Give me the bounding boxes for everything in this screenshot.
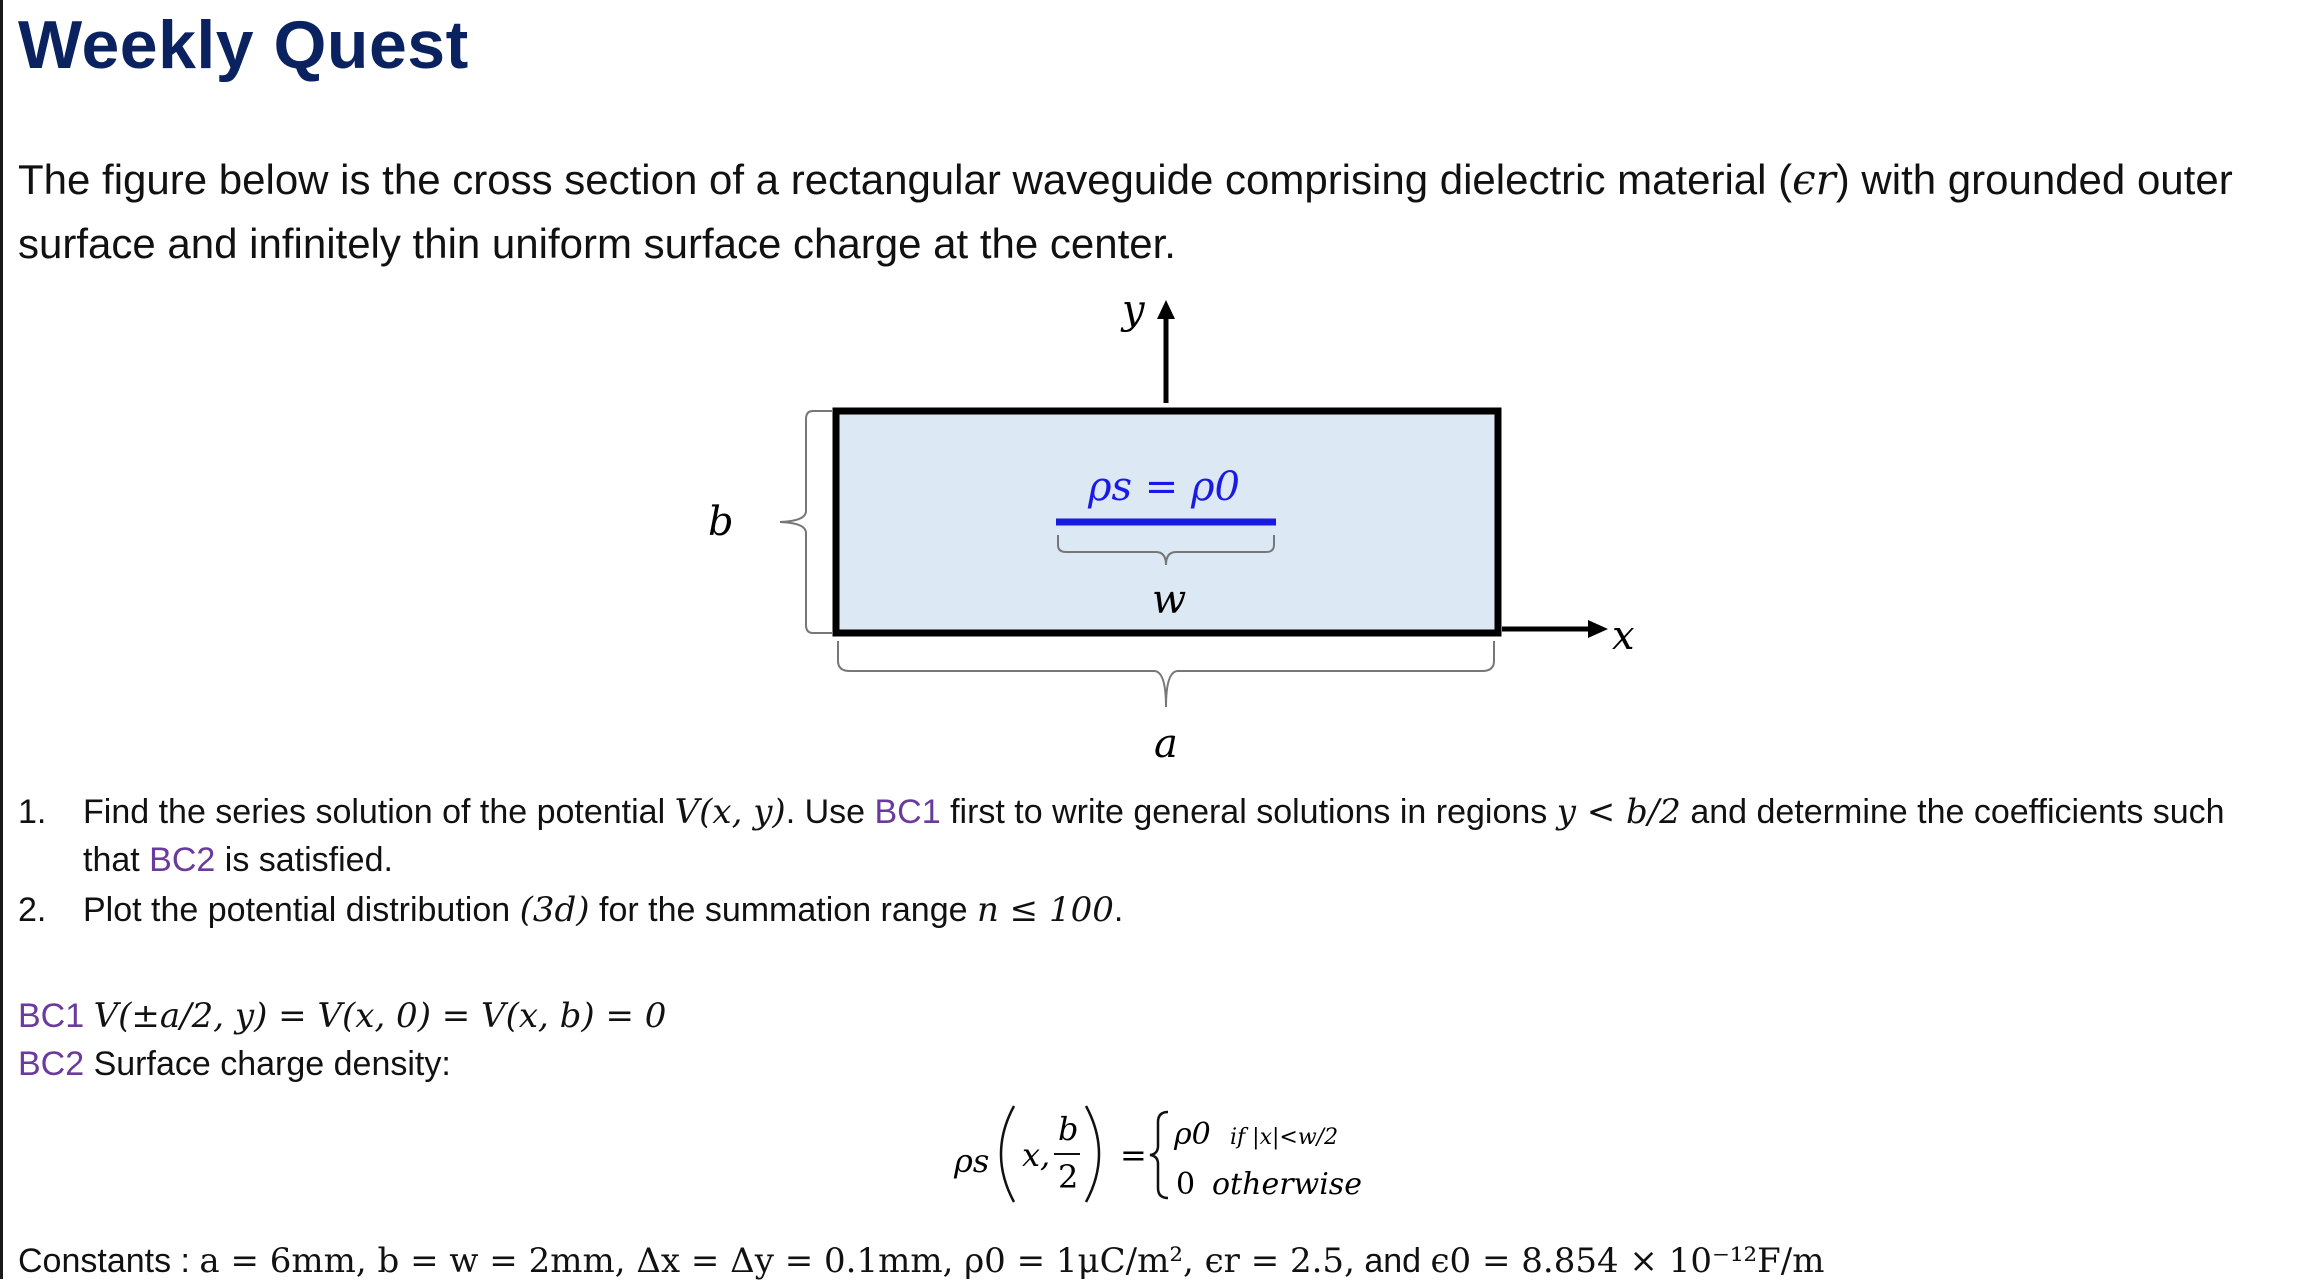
question-2 [18,886,2278,934]
question-number: 1. [18,793,47,831]
fraction-denominator: 2 [1058,1158,1079,1196]
x-axis-arrowhead [1588,620,1608,638]
constants-eps0: ϵ0 = 8.854 × 10⁻¹²F/m [1430,1241,1825,1281]
intro-paragraph [18,148,2258,276]
case1-condition: if |x|<w/2 [1230,1125,1339,1150]
charge-density-label: ρs = ρ0 [1088,464,1240,510]
intro-text-1: The figure below is the cross section of a rectangular waveguide comprising dielectric material ( [18,156,1793,203]
equation-lhs: ρs [954,1142,990,1180]
bc1-equation: V(±a/2, y) = V(x, 0) = V(x, b) = 0 [93,996,667,1036]
question-list [18,788,2278,936]
math-expression: V(x, y) [674,792,786,832]
height-brace [780,411,832,633]
cases-brace [1150,1112,1168,1198]
fraction-numerator: b [1058,1110,1079,1148]
case2-condition: otherwise [1212,1167,1362,1202]
question-text: first to write general solutions in regions [940,793,1557,831]
question-text: . Use [785,793,875,831]
bc2-label: BC2 [18,1045,85,1083]
bc1-line [18,992,666,1040]
left-border [0,0,3,1279]
height-label: b [708,499,734,545]
epsilon-r-symbol: ϵr [1792,155,1836,204]
constants-lead: Constants : [18,1242,200,1280]
math-expression: (3d) [519,890,590,930]
bc1-label: BC1 [18,997,85,1035]
case2-value: 0 [1176,1167,1196,1202]
constants-values: a = 6mm, b = w = 2mm, Δx = Δy = 0.1mm, ρ0 = 1μC/m², ϵr = 2.5, [199,1241,1355,1281]
constants-and: and [1354,1242,1431,1280]
math-expression: n ≤ 100 [976,890,1114,930]
right-paren [1086,1106,1099,1202]
equation-arg-x: x, [1022,1136,1051,1174]
y-axis-label: y [1122,295,1145,333]
question-text: is satisfied. [215,841,393,879]
question-text: Find the series solution of the potential [83,793,675,831]
width-label: a [1154,721,1178,767]
equals-sign: = [1120,1136,1147,1174]
strip-width-label: w [1152,577,1187,623]
page-title: Weekly Quest [18,7,469,83]
question-text: . [1113,891,1124,929]
math-expression: y < b/2 [1556,792,1681,832]
bc2-description: Surface charge density: [93,1045,451,1083]
x-axis-label: x [1612,613,1635,659]
intro-text-2: ) with grounded outer surface and infinitely thin uniform surface charge at the center. [18,156,2233,267]
question-1 [18,788,2278,884]
case1-value: ρ0 [1174,1117,1211,1152]
y-axis-arrowhead [1157,300,1175,319]
constants-line [18,1237,1824,1285]
left-paren [1001,1106,1014,1202]
bc1-reference: BC1 [874,793,941,831]
question-text: Plot the potential distribution [83,891,520,929]
question-text: for the summation range [589,891,977,929]
surface-charge-equation [950,1090,1390,1220]
width-brace [838,641,1494,707]
question-number: 2. [18,891,47,929]
bc2-reference: BC2 [149,841,216,879]
bc2-line [18,1040,451,1088]
question-text: and determine the coefficients such that [83,793,2225,879]
waveguide-figure [660,295,1660,775]
